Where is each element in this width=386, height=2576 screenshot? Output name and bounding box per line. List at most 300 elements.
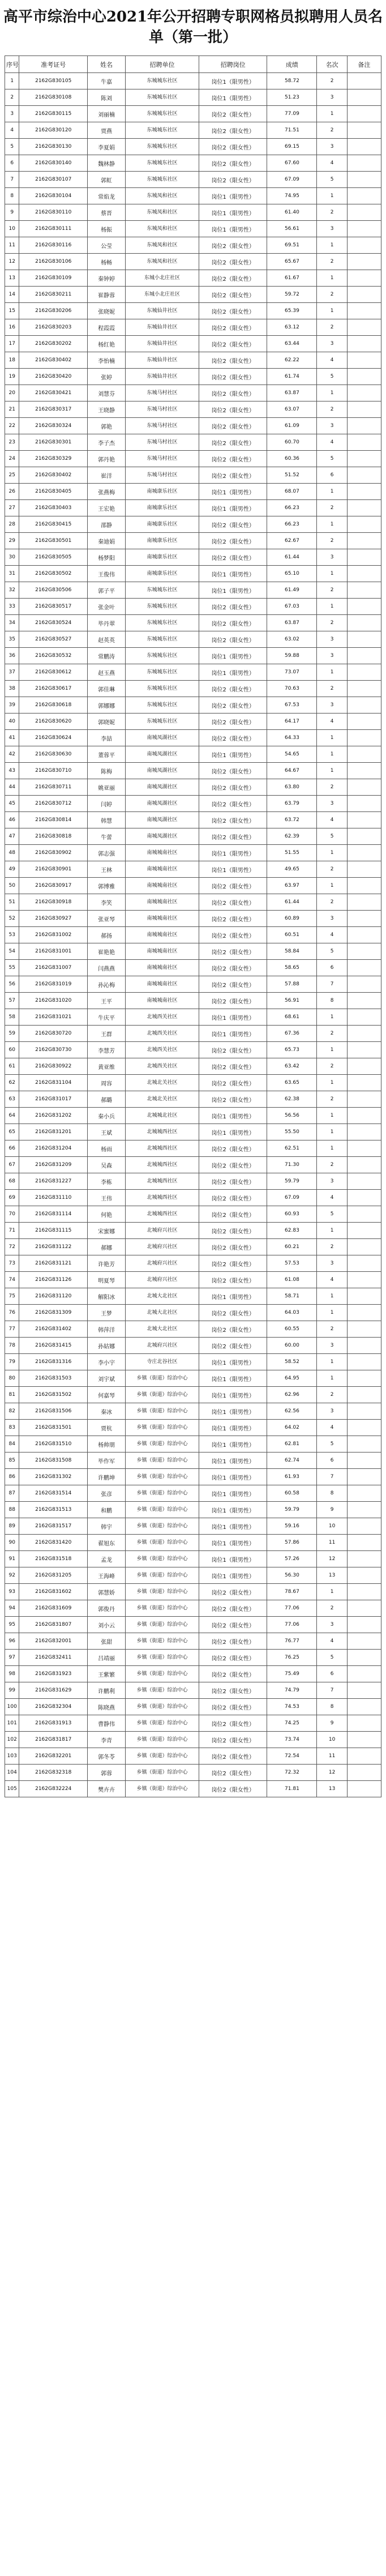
- cell-remark: [347, 1485, 381, 1502]
- cell-rank: 5: [317, 451, 347, 467]
- cell-exam-number: 2162G830415: [19, 516, 87, 533]
- cell-position: 岗位1（限男性）: [199, 1009, 267, 1026]
- cell-index: 34: [5, 615, 19, 631]
- cell-remark: [347, 1108, 381, 1124]
- cell-score: 63.44: [267, 336, 317, 352]
- cell-exam-number: 2162G831121: [19, 1255, 87, 1272]
- table-row: [5, 434, 381, 451]
- cell-unit: 东城凤和社区: [126, 254, 199, 270]
- table-row: [5, 1551, 381, 1567]
- cell-index: 56: [5, 976, 19, 993]
- cell-position: 岗位2（限女性）: [199, 418, 267, 434]
- table-row: [5, 1272, 381, 1288]
- cell-score: 60.55: [267, 1321, 317, 1338]
- cell-remark: [347, 500, 381, 516]
- table-row: [5, 1584, 381, 1600]
- cell-unit: 北城北关社区: [126, 1091, 199, 1108]
- cell-remark: [347, 1321, 381, 1338]
- cell-name: 公莹: [87, 237, 125, 254]
- cell-exam-number: 2162G830130: [19, 139, 87, 155]
- cell-index: 60: [5, 1042, 19, 1058]
- cell-unit: 乡镇（街道）综治中心: [126, 1633, 199, 1650]
- cell-index: 96: [5, 1633, 19, 1650]
- cell-exam-number: 2162G831227: [19, 1173, 87, 1190]
- cell-exam-number: 2162G831629: [19, 1682, 87, 1699]
- cell-remark: [347, 697, 381, 714]
- table-row: [5, 566, 381, 582]
- cell-position: 岗位1（限男性）: [199, 1387, 267, 1403]
- cell-score: 62.96: [267, 1387, 317, 1403]
- cell-remark: [347, 467, 381, 484]
- table-row: [5, 303, 381, 319]
- cell-position: 岗位2（限女性）: [199, 812, 267, 828]
- table-row: [5, 336, 381, 352]
- cell-name: 郭虹: [87, 172, 125, 188]
- cell-exam-number: 2162G831209: [19, 1157, 87, 1173]
- cell-score: 61.44: [267, 894, 317, 911]
- cell-exam-number: 2162G830109: [19, 270, 87, 287]
- cell-unit: 南城凤湖社区: [126, 730, 199, 746]
- cell-name: 张亚琴: [87, 911, 125, 927]
- cell-remark: [347, 746, 381, 763]
- cell-unit: 东城马村社区: [126, 418, 199, 434]
- cell-score: 51.55: [267, 845, 317, 861]
- cell-unit: 东城城东社区: [126, 631, 199, 648]
- cell-score: 68.61: [267, 1009, 317, 1026]
- cell-rank: 1: [317, 484, 347, 500]
- cell-score: 74.25: [267, 1715, 317, 1732]
- cell-name: 张燕梅: [87, 484, 125, 500]
- cell-unit: 东城凤和社区: [126, 237, 199, 254]
- cell-rank: 1: [317, 1305, 347, 1321]
- cell-position: 岗位1（限男性）: [199, 845, 267, 861]
- cell-index: 28: [5, 516, 19, 533]
- cell-remark: [347, 1567, 381, 1584]
- cell-unit: 北城城北社区: [126, 1108, 199, 1124]
- cell-index: 17: [5, 336, 19, 352]
- cell-score: 63.97: [267, 878, 317, 894]
- table-row: [5, 139, 381, 155]
- cell-position: 岗位2（限女性）: [199, 1075, 267, 1091]
- cell-name: 姚亚丽: [87, 779, 125, 796]
- cell-remark: [347, 1305, 381, 1321]
- cell-name: 李喆: [87, 730, 125, 746]
- cell-index: 95: [5, 1617, 19, 1633]
- cell-exam-number: 2162G831609: [19, 1600, 87, 1617]
- cell-index: 7: [5, 172, 19, 188]
- cell-rank: 4: [317, 812, 347, 828]
- cell-unit: 乡镇（街道）综治中心: [126, 1732, 199, 1748]
- table-row: [5, 1765, 381, 1781]
- cell-score: 63.80: [267, 779, 317, 796]
- cell-score: 69.51: [267, 237, 317, 254]
- cell-index: 58: [5, 1009, 19, 1026]
- cell-unit: 南城康乐社区: [126, 566, 199, 582]
- cell-name: 杨梦阳: [87, 549, 125, 566]
- cell-name: 刘丽楠: [87, 106, 125, 122]
- table-row: [5, 89, 381, 106]
- cell-remark: [347, 1453, 381, 1469]
- cell-unit: 乡镇（街道）综治中心: [126, 1682, 199, 1699]
- cell-unit: 乡镇（街道）综治中心: [126, 1551, 199, 1567]
- table-row: [5, 1420, 381, 1436]
- cell-exam-number: 2162G831514: [19, 1485, 87, 1502]
- cell-unit: 乡镇（街道）综治中心: [126, 1502, 199, 1518]
- cell-name: 韩慧: [87, 812, 125, 828]
- cell-index: 49: [5, 861, 19, 878]
- table-row: [5, 500, 381, 516]
- cell-unit: 乡镇（街道）综治中心: [126, 1765, 199, 1781]
- cell-unit: 南城康乐社区: [126, 500, 199, 516]
- cell-index: 87: [5, 1485, 19, 1502]
- cell-name: 陈晓燕: [87, 1699, 125, 1715]
- cell-rank: 3: [317, 1255, 347, 1272]
- cell-rank: 1: [317, 566, 347, 582]
- table-row: [5, 319, 381, 336]
- cell-score: 74.53: [267, 1699, 317, 1715]
- table-row: [5, 188, 381, 204]
- cell-name: 王宏艳: [87, 500, 125, 516]
- table-row: [5, 1206, 381, 1223]
- cell-rank: 2: [317, 1239, 347, 1255]
- cell-position: 岗位1（限男性）: [199, 221, 267, 237]
- cell-position: 岗位2（限女性）: [199, 763, 267, 779]
- cell-exam-number: 2162G830617: [19, 681, 87, 697]
- cell-remark: [347, 418, 381, 434]
- cell-rank: 11: [317, 1748, 347, 1765]
- cell-position: 岗位2（限女性）: [199, 1173, 267, 1190]
- cell-position: 岗位2（限女性）: [199, 172, 267, 188]
- cell-score: 56.30: [267, 1567, 317, 1584]
- cell-remark: [347, 1633, 381, 1650]
- cell-score: 70.63: [267, 681, 317, 697]
- cell-score: 60.89: [267, 911, 317, 927]
- cell-unit: 南城凤湖社区: [126, 828, 199, 845]
- cell-score: 67.53: [267, 697, 317, 714]
- cell-exam-number: 2162G830104: [19, 188, 87, 204]
- cell-unit: 北城西关社区: [126, 1009, 199, 1026]
- cell-name: 赵英英: [87, 631, 125, 648]
- cell-position: 岗位2（限女性）: [199, 1682, 267, 1699]
- cell-rank: 3: [317, 648, 347, 664]
- cell-score: 58.72: [267, 73, 317, 89]
- cell-remark: [347, 582, 381, 599]
- cell-name: 樊卉卉: [87, 1781, 125, 1797]
- cell-index: 23: [5, 434, 19, 451]
- cell-score: 75.49: [267, 1666, 317, 1682]
- cell-name: 崔洋: [87, 467, 125, 484]
- cell-remark: [347, 566, 381, 582]
- cell-position: 岗位2（限女性）: [199, 1666, 267, 1682]
- cell-index: 39: [5, 697, 19, 714]
- cell-position: 岗位2（限女性）: [199, 1633, 267, 1650]
- cell-rank: 1: [317, 746, 347, 763]
- cell-unit: 南城凤湖社区: [126, 779, 199, 796]
- cell-name: 李小宇: [87, 1354, 125, 1370]
- cell-remark: [347, 221, 381, 237]
- cell-rank: 4: [317, 714, 347, 730]
- cell-exam-number: 2162G831126: [19, 1272, 87, 1288]
- cell-position: 岗位1（限男性）: [199, 1354, 267, 1370]
- cell-rank: 1: [317, 1042, 347, 1058]
- table-row: [5, 878, 381, 894]
- table-row: [5, 73, 381, 89]
- cell-score: 57.53: [267, 1255, 317, 1272]
- document-title: 高平市综治中心2021年公开招聘专职网格员拟聘用人员名单（第一批）: [3, 8, 383, 46]
- cell-remark: [347, 1288, 381, 1305]
- cell-remark: [347, 861, 381, 878]
- cell-unit: 东城凤和社区: [126, 221, 199, 237]
- cell-position: 岗位2（限女性）: [199, 730, 267, 746]
- header-score: 成绩: [267, 56, 317, 73]
- cell-exam-number: 2162G831402: [19, 1321, 87, 1338]
- cell-score: 61.67: [267, 270, 317, 287]
- table-row: [5, 1370, 381, 1387]
- cell-unit: 东城城东社区: [126, 172, 199, 188]
- table-row: [5, 779, 381, 796]
- cell-remark: [347, 1617, 381, 1633]
- cell-name: 王林: [87, 861, 125, 878]
- cell-exam-number: 2162G831913: [19, 1715, 87, 1732]
- cell-unit: 东城城东社区: [126, 139, 199, 155]
- cell-exam-number: 2162G831115: [19, 1223, 87, 1239]
- cell-rank: 11: [317, 1535, 347, 1551]
- cell-exam-number: 2162G831001: [19, 943, 87, 960]
- cell-index: 82: [5, 1403, 19, 1420]
- cell-rank: 10: [317, 1732, 347, 1748]
- cell-rank: 1: [317, 1124, 347, 1140]
- cell-unit: 北城北关社区: [126, 1075, 199, 1091]
- cell-exam-number: 2162G830814: [19, 812, 87, 828]
- cell-index: 78: [5, 1338, 19, 1354]
- cell-rank: 3: [317, 221, 347, 237]
- cell-rank: 1: [317, 1288, 347, 1305]
- cell-position: 岗位1（限男性）: [199, 73, 267, 89]
- table-row: [5, 549, 381, 566]
- cell-index: 52: [5, 911, 19, 927]
- table-row: [5, 1732, 381, 1748]
- cell-rank: 9: [317, 1502, 347, 1518]
- cell-index: 76: [5, 1305, 19, 1321]
- cell-name: 杨雨: [87, 1140, 125, 1157]
- cell-name: 刘宇斌: [87, 1370, 125, 1387]
- cell-exam-number: 2162G830711: [19, 779, 87, 796]
- cell-position: 岗位1（限男性）: [199, 1453, 267, 1469]
- cell-unit: 东城城东社区: [126, 599, 199, 615]
- table-row: [5, 204, 381, 221]
- cell-rank: 2: [317, 401, 347, 418]
- cell-name: 张彦: [87, 1485, 125, 1502]
- cell-name: 毕丹翠: [87, 615, 125, 631]
- table-row: [5, 1748, 381, 1765]
- cell-index: 43: [5, 763, 19, 779]
- cell-unit: 北城大北社区: [126, 1288, 199, 1305]
- cell-rank: 1: [317, 385, 347, 401]
- table-row: [5, 1436, 381, 1453]
- cell-position: 岗位2（限女性）: [199, 451, 267, 467]
- cell-remark: [347, 1075, 381, 1091]
- cell-score: 63.42: [267, 1058, 317, 1075]
- cell-rank: 1: [317, 1075, 347, 1091]
- cell-unit: 南城城南社区: [126, 993, 199, 1009]
- cell-remark: [347, 1206, 381, 1223]
- cell-rank: 2: [317, 582, 347, 599]
- cell-rank: 2: [317, 73, 347, 89]
- cell-name: 崔静蓉: [87, 287, 125, 303]
- table-row: [5, 287, 381, 303]
- cell-exam-number: 2162G830324: [19, 418, 87, 434]
- cell-name: 李夏娟: [87, 139, 125, 155]
- cell-index: 83: [5, 1420, 19, 1436]
- cell-index: 24: [5, 451, 19, 467]
- cell-name: 邵静: [87, 516, 125, 533]
- cell-unit: 东城城东社区: [126, 697, 199, 714]
- cell-exam-number: 2162G830918: [19, 894, 87, 911]
- cell-position: 岗位2（限女性）: [199, 1042, 267, 1058]
- cell-rank: 3: [317, 1617, 347, 1633]
- cell-position: 岗位2（限女性）: [199, 139, 267, 155]
- cell-rank: 2: [317, 319, 347, 336]
- cell-exam-number: 2162G830106: [19, 254, 87, 270]
- cell-exam-number: 2162G830720: [19, 1026, 87, 1042]
- cell-unit: 东城凤和社区: [126, 188, 199, 204]
- cell-remark: [347, 1650, 381, 1666]
- table-row: [5, 1699, 381, 1715]
- cell-position: 岗位2（限女性）: [199, 401, 267, 418]
- cell-score: 74.79: [267, 1682, 317, 1699]
- cell-score: 62.67: [267, 533, 317, 549]
- cell-remark: [347, 664, 381, 681]
- cell-exam-number: 2162G830105: [19, 73, 87, 89]
- cell-score: 51.23: [267, 89, 317, 106]
- cell-position: 岗位2（限女性）: [199, 352, 267, 369]
- cell-remark: [347, 139, 381, 155]
- cell-position: 岗位2（限女性）: [199, 303, 267, 319]
- table-row: [5, 648, 381, 664]
- cell-index: 70: [5, 1206, 19, 1223]
- table-row: [5, 1190, 381, 1206]
- cell-index: 86: [5, 1469, 19, 1485]
- cell-unit: 东城城东社区: [126, 73, 199, 89]
- cell-exam-number: 2162G831502: [19, 1387, 87, 1403]
- cell-unit: 南城康乐社区: [126, 484, 199, 500]
- cell-score: 62.22: [267, 352, 317, 369]
- cell-unit: 东城城东社区: [126, 681, 199, 697]
- table-row: [5, 1157, 381, 1173]
- cell-exam-number: 2162G830203: [19, 319, 87, 336]
- cell-rank: 3: [317, 796, 347, 812]
- cell-exam-number: 2162G830301: [19, 434, 87, 451]
- cell-name: 孟龙: [87, 1551, 125, 1567]
- cell-index: 75: [5, 1288, 19, 1305]
- cell-remark: [347, 927, 381, 943]
- cell-rank: 2: [317, 1321, 347, 1338]
- cell-name: 程霞霞: [87, 319, 125, 336]
- cell-rank: 1: [317, 237, 347, 254]
- cell-exam-number: 2162G831204: [19, 1140, 87, 1157]
- cell-position: 岗位1（限男性）: [199, 1502, 267, 1518]
- cell-name: 李青: [87, 1732, 125, 1748]
- cell-name: 张晓妮: [87, 303, 125, 319]
- cell-score: 59.72: [267, 287, 317, 303]
- table-row: [5, 155, 381, 172]
- cell-position: 岗位2（限女性）: [199, 960, 267, 976]
- cell-index: 30: [5, 549, 19, 566]
- cell-remark: [347, 911, 381, 927]
- cell-index: 13: [5, 270, 19, 287]
- cell-name: 郭慧娇: [87, 1584, 125, 1600]
- cell-position: 岗位2（限女性）: [199, 533, 267, 549]
- table-row: [5, 352, 381, 369]
- cell-remark: [347, 1042, 381, 1058]
- cell-name: 郭丹艳: [87, 451, 125, 467]
- cell-name: 郭俊丹: [87, 1600, 125, 1617]
- cell-exam-number: 2162G830402: [19, 467, 87, 484]
- cell-remark: [347, 1338, 381, 1354]
- cell-unit: 南城城南社区: [126, 845, 199, 861]
- cell-exam-number: 2162G831122: [19, 1239, 87, 1255]
- cell-unit: 东城马村社区: [126, 434, 199, 451]
- cell-name: 郭蓉: [87, 1765, 125, 1781]
- cell-unit: 乡镇（街道）综治中心: [126, 1436, 199, 1453]
- cell-position: 岗位2（限女性）: [199, 681, 267, 697]
- cell-position: 岗位2（限女性）: [199, 319, 267, 336]
- cell-name: 郭博雅: [87, 878, 125, 894]
- cell-index: 77: [5, 1321, 19, 1338]
- cell-position: 岗位2（限女性）: [199, 1781, 267, 1797]
- cell-unit: 东城仙井社区: [126, 352, 199, 369]
- cell-exam-number: 2162G831513: [19, 1502, 87, 1518]
- cell-rank: 13: [317, 1567, 347, 1584]
- cell-index: 64: [5, 1108, 19, 1124]
- table-row: [5, 1682, 381, 1699]
- table-row: [5, 812, 381, 828]
- cell-remark: [347, 549, 381, 566]
- cell-unit: 东城城东社区: [126, 648, 199, 664]
- cell-unit: 北城城西社区: [126, 1140, 199, 1157]
- cell-rank: 1: [317, 188, 347, 204]
- table-row: [5, 1600, 381, 1617]
- cell-index: 46: [5, 812, 19, 828]
- cell-position: 岗位2（限女性）: [199, 106, 267, 122]
- cell-position: 岗位2（限女性）: [199, 270, 267, 287]
- cell-position: 岗位2（限女性）: [199, 336, 267, 352]
- cell-unit: 南城凤湖社区: [126, 812, 199, 828]
- cell-score: 59.79: [267, 1502, 317, 1518]
- cell-exam-number: 2162G831517: [19, 1518, 87, 1535]
- table-row: [5, 254, 381, 270]
- cell-index: 2: [5, 89, 19, 106]
- cell-name: 赵玉燕: [87, 664, 125, 681]
- cell-exam-number: 2162G830202: [19, 336, 87, 352]
- table-row: [5, 1403, 381, 1420]
- cell-remark: [347, 106, 381, 122]
- cell-remark: [347, 401, 381, 418]
- cell-name: 牛庆平: [87, 1009, 125, 1026]
- cell-index: 25: [5, 467, 19, 484]
- cell-remark: [347, 599, 381, 615]
- cell-unit: 南城城南社区: [126, 943, 199, 960]
- table-row: [5, 911, 381, 927]
- header-position: 招聘岗位: [199, 56, 267, 73]
- cell-rank: 2: [317, 254, 347, 270]
- table-row: [5, 1255, 381, 1272]
- cell-position: 岗位1（限男性）: [199, 1403, 267, 1420]
- cell-position: 岗位1（限男性）: [199, 582, 267, 599]
- cell-name: 王紫繁: [87, 1666, 125, 1682]
- cell-position: 岗位1（限男性）: [199, 1567, 267, 1584]
- cell-exam-number: 2162G831316: [19, 1354, 87, 1370]
